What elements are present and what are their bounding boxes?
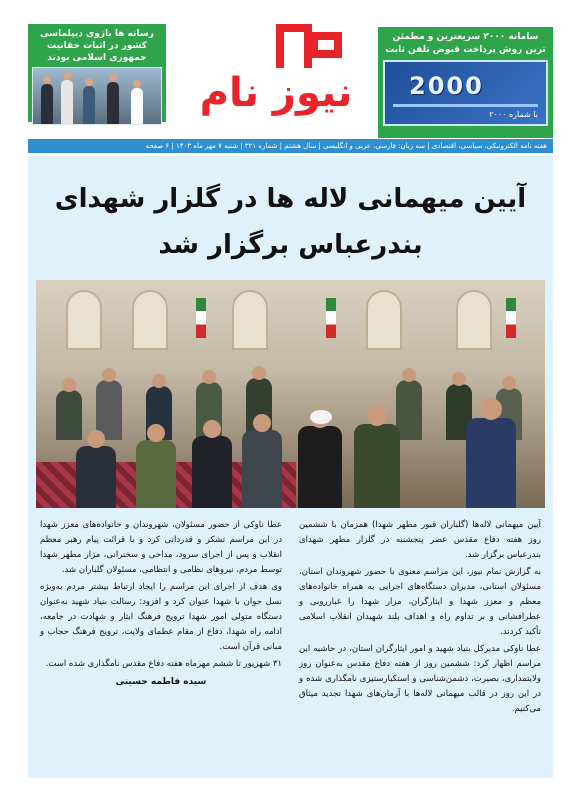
article-paragraph: آیین میهمانی لاله‌ها (گلباران قبور مطهر شهدا) همزمان با ششمین روز هفته دفاع مقدس عصر پنجشنبه در گلزار مطهر شهدای بندرعباس برگزار شد. [299, 520, 541, 560]
promo-ad-divider [393, 104, 538, 107]
promo-ad-box[interactable] [378, 27, 553, 138]
article-title-line1: آیین میهمانی لاله ها در گلزار شهدای [54, 184, 527, 214]
photo-flag [196, 298, 206, 338]
article-byline: سیده فاطمه حسینی [115, 677, 207, 687]
photo-person [192, 436, 232, 508]
photo-arch [132, 290, 168, 350]
photo-person [298, 426, 342, 508]
site-logo[interactable] [178, 24, 374, 132]
photo-person-head [85, 78, 93, 86]
article-paragraph: وی هدف از اجرای این مراسم را ایجاد ارتباط بیشتر مردم به‌ویژه نسل جوان با شهدا عنوان کرد و افزود: رسالت بنیاد شهید به‌عنوان دستگاه متولی امور شهدا ترویج فرهنگ ایثار و شهادت در جامعه، ادامه راه شهدا، دفاع از مقام عظمای ولایت، ترویج فرهنگ حجاب و مبانی قرآن است. [40, 582, 282, 652]
promo-ad-number: 2000 [409, 72, 484, 100]
photo-person [466, 418, 516, 508]
promo-ad-banner [383, 60, 548, 126]
main-article [28, 156, 553, 778]
logo-wordmark [178, 68, 374, 118]
masthead [28, 24, 553, 138]
article-paragraph: به گزارش نمام نیوز، این مراسم معنوی با حضور شهروندان استان، مسئولان استانی، مدیران دستگاه‌های اجرایی به همراه خانواده‌های معظم و معزز شهدا و ایثارگران، مزار شهدا را غبارروبی و عطرافشانی و بر تداوم راه و اهداف بلند شهیدان انقلاب اسلامی تأکید کردند. [299, 567, 541, 637]
promo-ad-headline: سامانه ۲۰۰۰ سریعترین و مطمئن ترین روش پرداخت قبوض تلفن ثابت [385, 32, 546, 55]
photo-person [354, 424, 400, 508]
article-title [28, 176, 553, 268]
promo-news-photo [32, 67, 162, 125]
logo-mark-shape [310, 32, 342, 58]
photo-person-head [133, 80, 141, 88]
photo-arch [232, 290, 268, 350]
photo-person-head [63, 72, 71, 80]
photo-flag [506, 298, 516, 338]
photo-person [83, 86, 95, 124]
photo-person [41, 84, 53, 124]
photo-arch [66, 290, 102, 350]
photo-person-head [43, 76, 51, 84]
photo-arch [366, 290, 402, 350]
photo-person [61, 80, 73, 124]
article-photo[interactable] [36, 280, 545, 508]
photo-flag [326, 298, 336, 338]
logo-mark-shape [276, 24, 312, 68]
photo-person [131, 88, 143, 124]
masthead-tagline: هفته نامه الکترونیکی، سیاسی، اقتصادی | سه زبان: فارسی، عربی و انگلیسی | سال هشتم | شماره ۳۲۱ | شنبه ۷ مهر ماه ۱۴۰۳ | ۶ صفحه [28, 139, 553, 153]
photo-person [136, 440, 176, 508]
logo-word-news: نیوز [272, 70, 353, 116]
article-title-line2: بندرعباس برگزار شد [158, 230, 423, 260]
article-column-right [299, 518, 541, 719]
article-paragraph: عطا ناوکی مدیرکل بنیاد شهید و امور ایثارگران استان، در حاشیه این مراسم اظهار کرد: ششمین روز از هفته دفاع مقدس به‌عنوان روز ولایتمداری، بصیرت، دشمن‌شناسی و استکبارستیزی نامگذاری شده و در این روز در قالب میهمانی لاله‌ها با آرمان‌های شهدا تجدید میثاق می‌کنیم. [299, 644, 541, 714]
article-column-left [40, 518, 282, 690]
photo-person [76, 446, 116, 508]
article-paragraph: ۳۱ شهریور تا ششم مهرماه هفته دفاع مقدس نامگذاری شده است. [45, 659, 282, 669]
article-paragraph: عطا ناوکی از حضور مسئولان، شهروندان و خانواده‌های معزز شهدا در این مراسم تشکر و قدردانی کرد و با قرائت پیام رهبر معظم انقلاب و پس از اجرای سرود، مداحی و سخنرانی، مزار مطهر شهدا توسط مردم، نیروهای نظامی و انتظامی، مسئولان گلباران شد. [40, 520, 282, 575]
photo-crowd-front [36, 410, 545, 508]
photo-arch [456, 290, 492, 350]
photo-person [242, 430, 282, 508]
promo-news-headline: رسانه ها بازوی دیپلماسی کشور در اثبات حقانیت جمهوری اسلامی بودند [40, 29, 154, 63]
photo-person [107, 82, 119, 124]
photo-person-head [109, 74, 117, 82]
promo-news-box[interactable] [28, 24, 166, 122]
promo-ad-issue: با شماره ۲۰۰۰ [489, 110, 538, 119]
photo-turban [310, 410, 332, 424]
logo-word-nam: نام [199, 70, 259, 116]
